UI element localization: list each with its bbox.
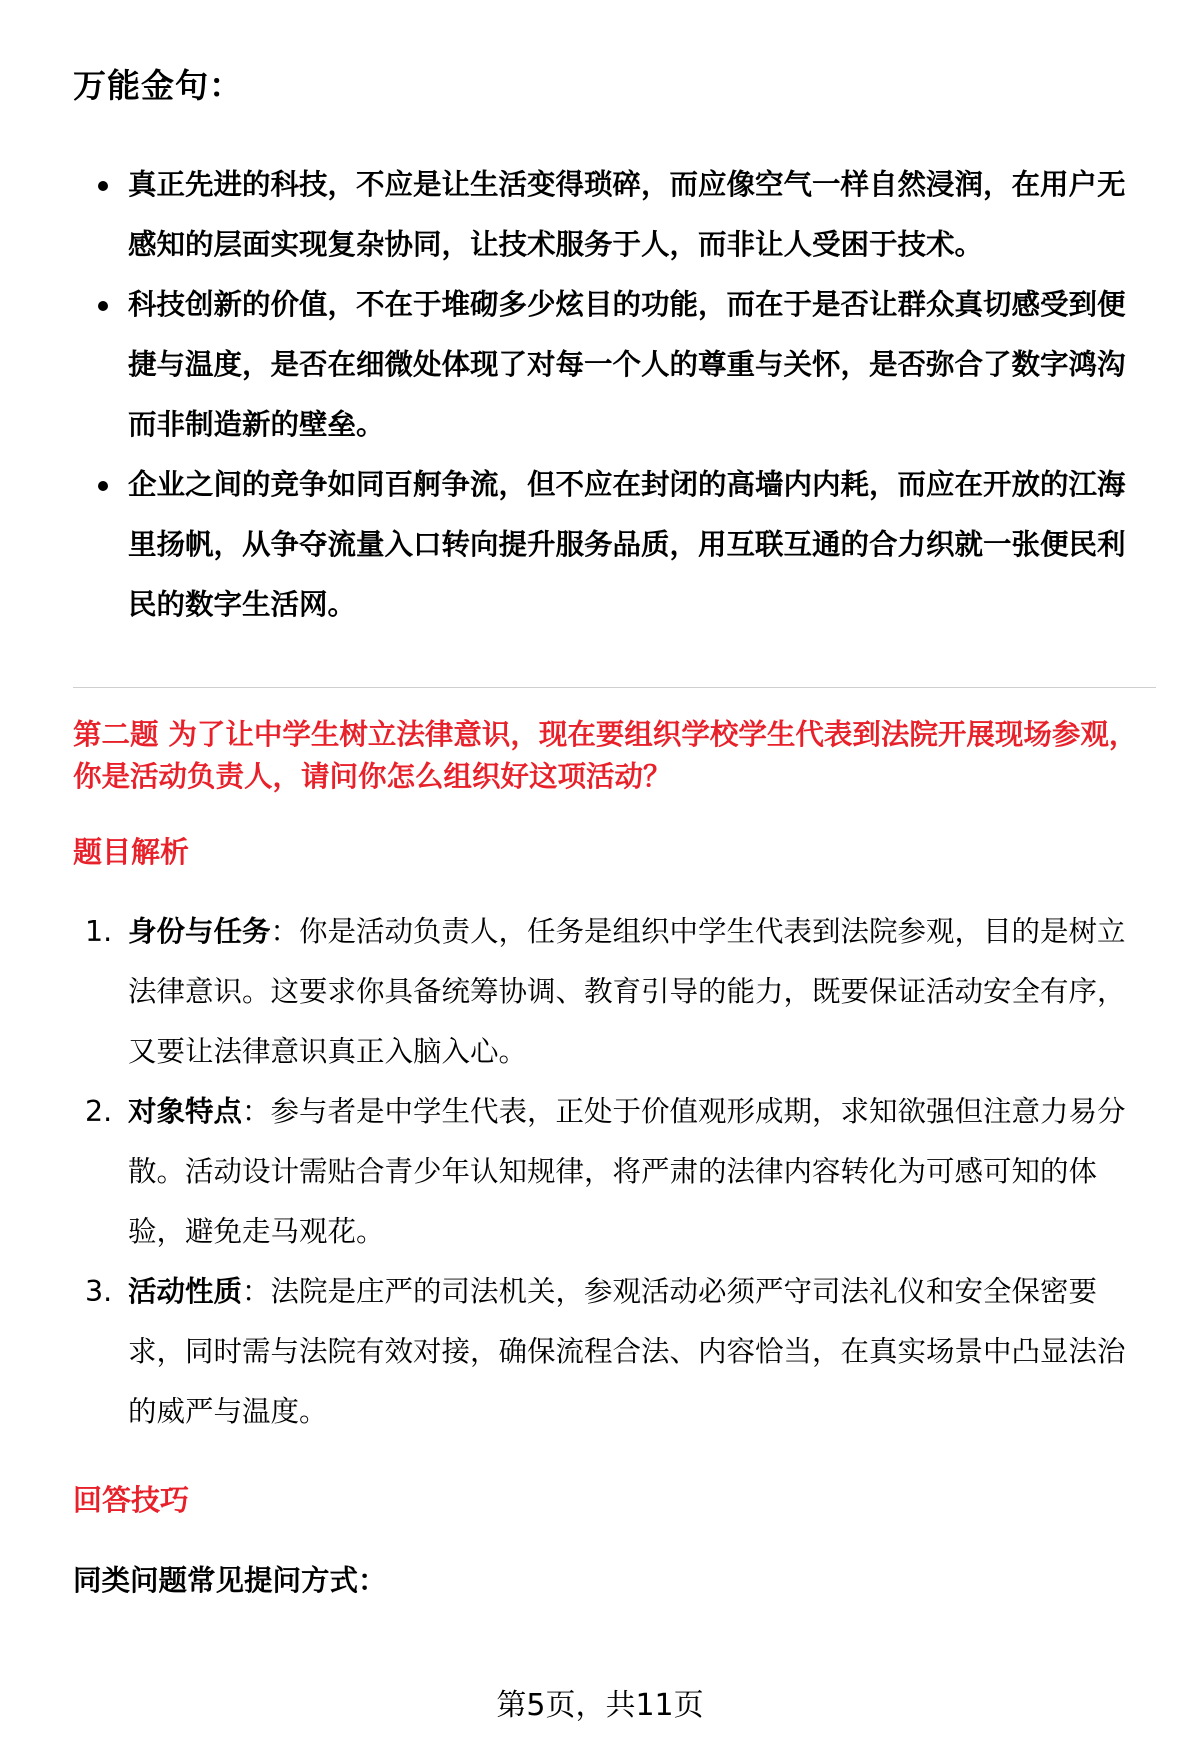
analysis-item [73,1082,1153,1262]
item-text: ：参与者是中学生代表，正处于价值观形成期，求知欲强但注意力易分散。活动设计需贴合青少年认知规律，将严肃的法律内容转化为可感可知的体验，避免走马观花。 [128,1095,1126,1248]
item-lead: 身份与任务 [128,915,271,948]
quote-text: 科技创新的价值，不在于堆砌多少炫目的功能，而在于是否让群众真切感受到便捷与温度，是否在细微处体现了对每一个人的尊重与关怀，是否弥合了数字鸿沟而非制造新的壁垒。 [128,288,1126,441]
bullet-dot-icon [98,181,108,191]
tips-subheading: 同类问题常见提问方式： [73,1564,387,1597]
quote-item [73,455,1153,635]
quote-text: 真正先进的科技，不应是让生活变得琐碎，而应像空气一样自然浸润，在用户无感知的层面实现复杂协同，让技术服务于人，而非让人受困于技术。 [128,168,1126,261]
item-text: ：你是活动负责人，任务是组织中学生代表到法院参观，目的是树立法律意识。这要求你具备统筹协调、教育引导的能力，既要保证活动安全有序，又要让法律意识真正入脑入心。 [128,915,1126,1068]
item-lead: 活动性质 [128,1275,243,1308]
bullet-dot-icon [98,301,108,311]
analysis-item [73,1262,1153,1442]
item-number: 1. [85,915,113,948]
analysis-list [73,902,1153,1442]
golden-quotes-title: 万能金句： [73,66,243,105]
quote-list [73,155,1153,635]
item-number: 3. [85,1275,113,1308]
tips-heading: 回答技巧 [73,1483,190,1517]
analysis-item [73,902,1153,1082]
section-divider [73,687,1156,688]
quote-item [73,155,1153,275]
question-title: 第二题 为了让中学生树立法律意识，现在要组织学校学生代表到法院开展现场参观，你是活动负责人，请问你怎么组织好这项活动？ [73,718,1138,793]
quote-item [73,275,1153,455]
bullet-dot-icon [98,481,108,491]
quote-text: 企业之间的竞争如同百舸争流，但不应在封闭的高墙内内耗，而应在开放的江海里扬帆，从争夺流量入口转向提升服务品质，用互联互通的合力织就一张便民利民的数字生活网。 [128,468,1126,621]
item-number: 2. [85,1095,113,1128]
page-number: 第5页，共11页 [496,1688,704,1723]
analysis-heading: 题目解析 [73,835,190,869]
item-lead: 对象特点 [128,1095,243,1128]
item-text: ：法院是庄严的司法机关，参观活动必须严守司法礼仪和安全保密要求，同时需与法院有效对接，确保流程合法、内容恰当，在真实场景中凸显法治的威严与温度。 [128,1275,1126,1428]
